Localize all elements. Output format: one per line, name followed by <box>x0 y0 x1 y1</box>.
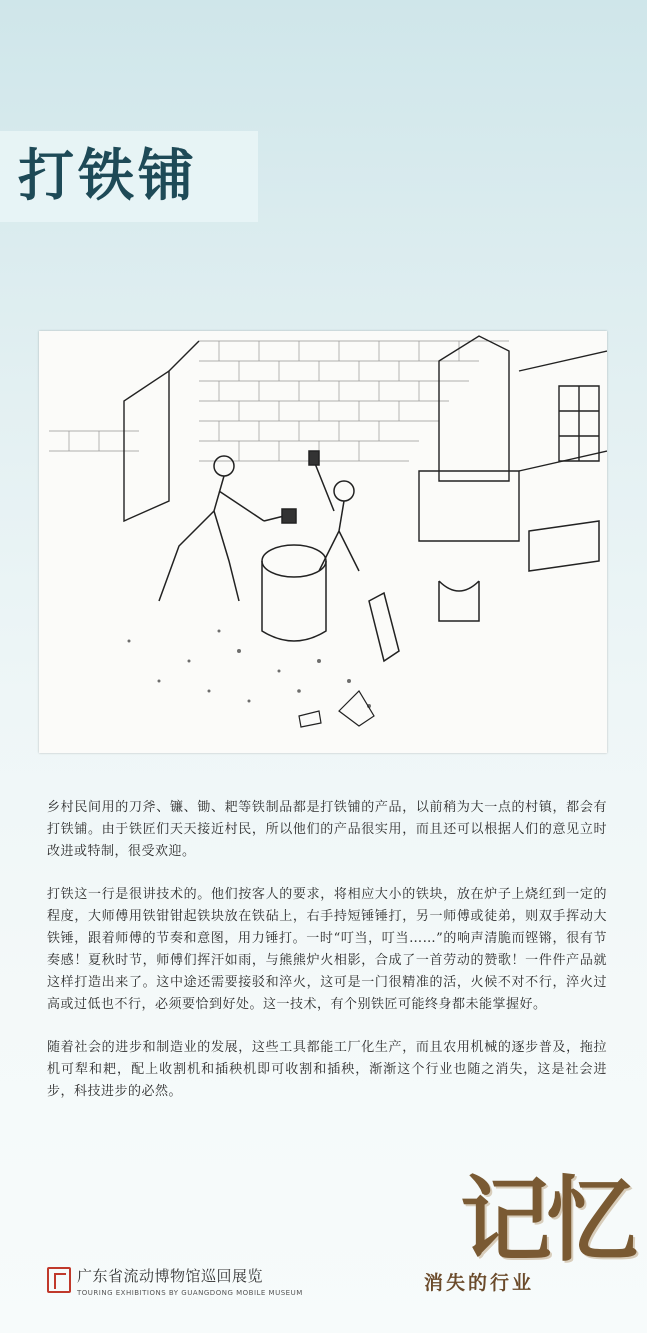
organizer-name-cn: 广东省流动博物馆巡回展览 <box>77 1267 264 1285</box>
brand-main-text: 记忆 <box>460 1166 633 1274</box>
museum-logo-icon <box>47 1267 71 1293</box>
title-banner <box>0 131 258 222</box>
organizer-name-en: TOURING EXHIBITIONS BY GUANGDONG MOBILE MUSEUM <box>77 1289 303 1297</box>
paragraph-2: 打铁这一行是很讲技术的。他们按客人的要求，将相应大小的铁块，放在炉子上烧红到一定的程度，大师傅用铁钳钳起铁块放在铁砧上，右手持短锤锤打，另一师傅或徒弟，则双手挥动大铁锤，跟着师傅的节奏和意图，用力锤打。一时“叮当，叮当……”的响声清脆而铿锵，很有节奏感！夏秋时节，师傅们挥汗如雨，与熊熊炉火相影，合成了一首劳动的赞歌！一件件产品就这样打造出来了。这中途还需要接驳和淬火，这可是一门很精准的活，火候不对不行，淬火过高或过低也不行，必须要恰到好处。这一技术，有个别铁匠可能终身都未能掌握好。 <box>47 887 607 1012</box>
blacksmith-illustration <box>39 331 607 753</box>
article-body <box>47 797 607 1124</box>
series-brand <box>420 1166 635 1310</box>
paragraph-1: 乡村民间用的刀斧、镰、锄、耙等铁制品都是打铁铺的产品，以前稍为大一点的村镇，都会有打铁铺。由于铁匠们天天接近村民，所以他们的产品很实用，而且还可以根据人们的意见立时改进或特制，很受欢迎。 <box>47 800 607 859</box>
brand-subtitle: 消失的行业 <box>424 1272 535 1294</box>
paragraph-3: 随着社会的进步和制造业的发展，这些工具都能工厂化生产，而且农用机械的逐步普及，拖拉机可犁和耙，配上收割机和插秧机即可收割和插秧，渐渐这个行业也随之消失，这是社会进步，科技进步的必然。 <box>47 1040 607 1099</box>
page-title: 打铁铺 <box>18 143 198 209</box>
